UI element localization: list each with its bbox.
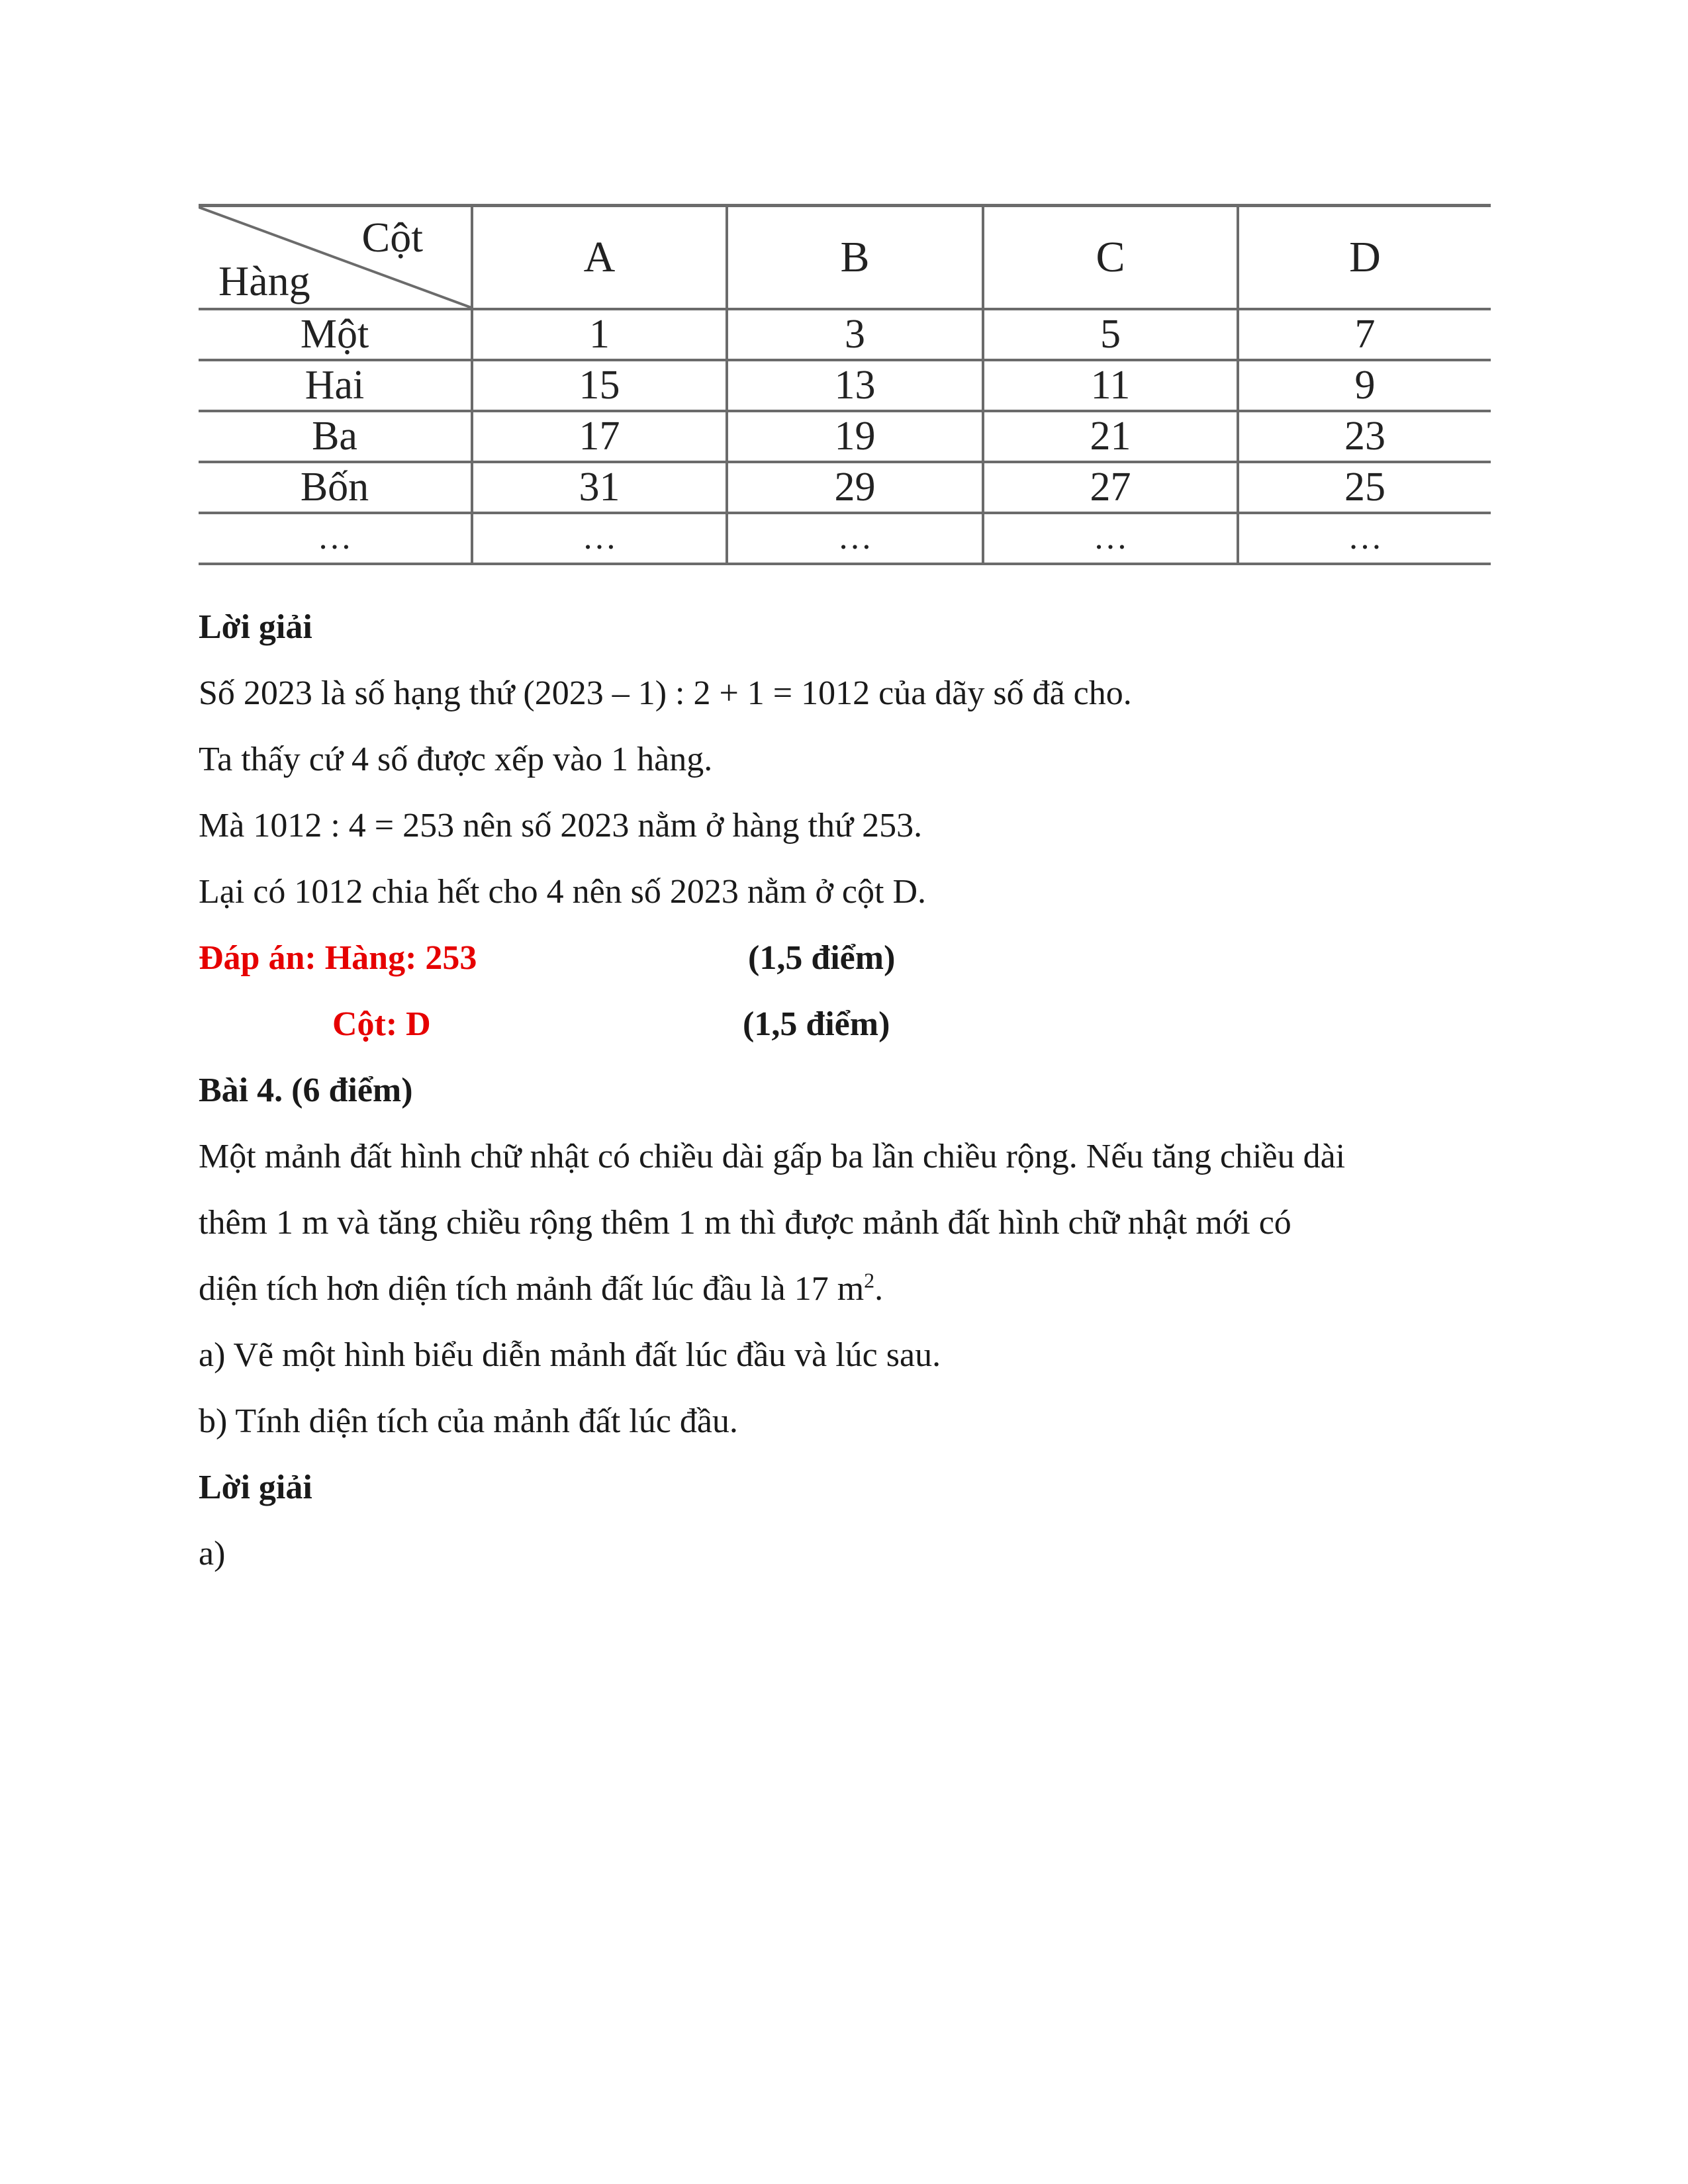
- table-cell: 25: [1238, 462, 1491, 513]
- problem-line-end: .: [874, 1270, 884, 1308]
- solution-line: Số 2023 là số hạng thứ (2023 – 1) : 2 + 1 = 1012 của dãy số đã cho.: [199, 674, 1132, 712]
- table-cell: 7: [1238, 309, 1491, 360]
- row-label: Bốn: [199, 462, 472, 513]
- table-cell: 11: [983, 360, 1238, 411]
- corner-cell: [199, 206, 472, 309]
- column-header: D: [1238, 206, 1491, 309]
- table-cell: 31: [472, 462, 727, 513]
- table-cell: 29: [727, 462, 983, 513]
- table-cell: 1: [472, 309, 727, 360]
- table-header-row: [199, 206, 1491, 309]
- solution-line: Mà 1012 : 4 = 253 nên số 2023 nằm ở hàng thứ 253.: [199, 807, 923, 844]
- solution-line: Ta thấy cứ 4 số được xếp vào 1 hàng.: [199, 741, 713, 778]
- table-cell: 19: [727, 411, 983, 462]
- table-cell: …: [472, 513, 727, 564]
- problem-line: [199, 1268, 884, 1308]
- table-row: [199, 360, 1491, 411]
- row-label: Một: [199, 309, 472, 360]
- column-header: A: [472, 206, 727, 309]
- table-cell: …: [727, 513, 983, 564]
- table-cell: 21: [983, 411, 1238, 462]
- table-cell: 27: [983, 462, 1238, 513]
- corner-column-label: Cột: [361, 214, 423, 261]
- table-row: [199, 462, 1491, 513]
- answer-col-label: Cột: D: [332, 1005, 431, 1043]
- row-label: Hai: [199, 360, 472, 411]
- table-row: [199, 411, 1491, 462]
- table-cell: 5: [983, 309, 1238, 360]
- table-cell: 9: [1238, 360, 1491, 411]
- problem-part-a: a) Vẽ một hình biểu diễn mảnh đất lúc đầu và lúc sau.: [199, 1336, 941, 1374]
- table-row: [199, 513, 1491, 564]
- column-header: B: [727, 206, 983, 309]
- table-cell: 17: [472, 411, 727, 462]
- table-cell: 23: [1238, 411, 1491, 462]
- problem-line: Một mảnh đất hình chữ nhật có chiều dài gấp ba lần chiều rộng. Nếu tăng chiều dài: [199, 1138, 1346, 1175]
- table-cell: 15: [472, 360, 727, 411]
- corner-row-label: Hàng: [218, 257, 310, 304]
- table-cell: …: [1238, 513, 1491, 564]
- table-cell: 3: [727, 309, 983, 360]
- problem-part-b: b) Tính diện tích của mảnh đất lúc đầu.: [199, 1402, 738, 1440]
- table-row: [199, 309, 1491, 360]
- superscript: 2: [864, 1268, 875, 1293]
- table-cell: …: [983, 513, 1238, 564]
- row-label: …: [199, 513, 472, 564]
- number-grid-table: [199, 204, 1491, 565]
- problem-line: thêm 1 m và tăng chiều rộng thêm 1 m thì được mảnh đất hình chữ nhật mới có: [199, 1204, 1291, 1242]
- table-cell: 13: [727, 360, 983, 411]
- answer-col-points: (1,5 điểm): [743, 1005, 890, 1043]
- column-header: C: [983, 206, 1238, 309]
- solution-heading: Lời giải: [199, 608, 312, 646]
- solution-line: Lại có 1012 chia hết cho 4 nên số 2023 nằm ở cột D.: [199, 873, 927, 911]
- answer-row-points: (1,5 điểm): [748, 939, 896, 977]
- row-label: Ba: [199, 411, 472, 462]
- solution-heading: Lời giải: [199, 1469, 312, 1506]
- solution-part-a: a): [199, 1535, 226, 1572]
- problem-line-text: diện tích hơn diện tích mảnh đất lúc đầu là 17 m: [199, 1270, 865, 1308]
- answer-row-label: Đáp án: Hàng: 253: [199, 939, 477, 977]
- problem-title: Bài 4. (6 điểm): [199, 1071, 413, 1109]
